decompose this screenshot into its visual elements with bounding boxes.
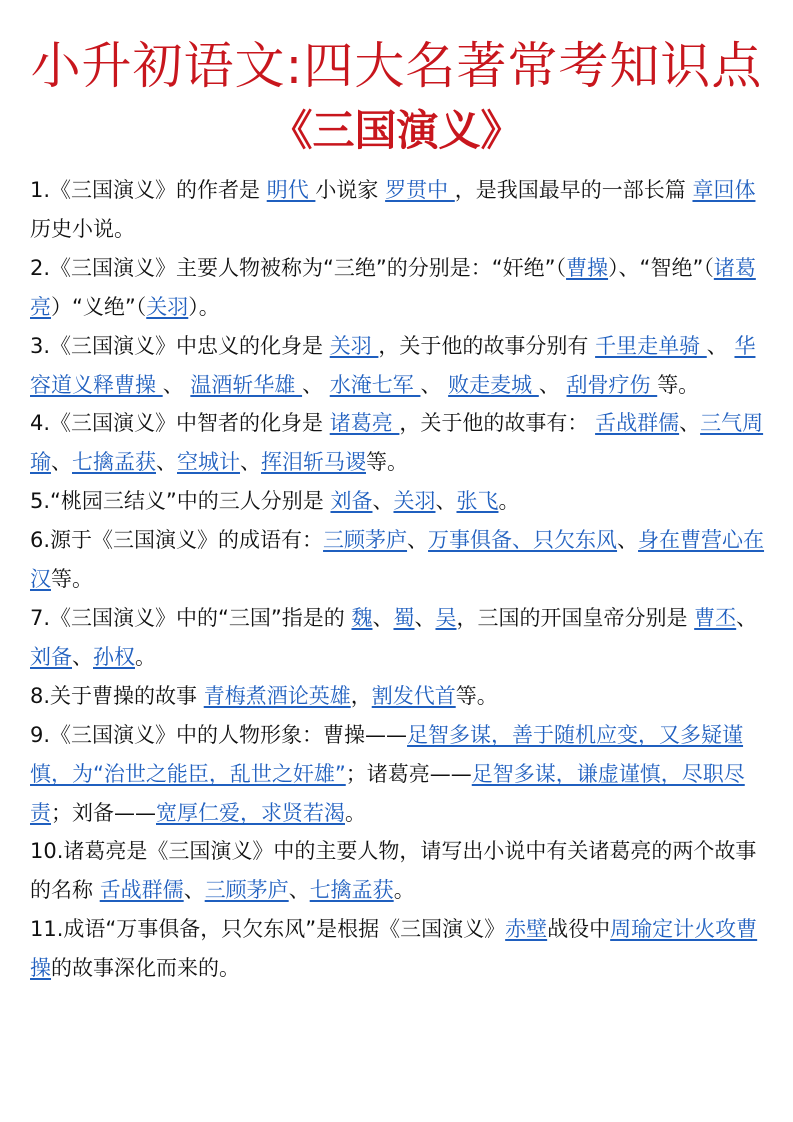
question-text: 、 — [538, 372, 567, 397]
question-text: 。 — [135, 644, 156, 669]
answer-text: 魏 — [351, 605, 373, 630]
question-item — [30, 482, 765, 521]
question-item — [30, 404, 765, 482]
question-text: 。 — [345, 800, 366, 825]
answer-text: 七擒孟获 — [309, 878, 394, 903]
question-text: ，是我国最早的一部长篇 — [454, 178, 693, 202]
answer-text: 三顾茅庐 — [323, 528, 408, 553]
answer-text: 温酒斩华雄 — [190, 372, 303, 397]
question-text: 、 — [72, 644, 93, 669]
question-item — [30, 677, 765, 716]
question-item — [30, 599, 765, 677]
question-text: 。 — [393, 878, 415, 903]
answer-text: 七擒孟获 — [72, 450, 156, 475]
answer-text: 水淹七军 — [329, 372, 421, 397]
question-text: 。 — [498, 489, 520, 514]
question-text: 3.《三国演义》中忠义的化身是 — [30, 333, 330, 358]
answer-text: 周瑜定计火攻曹操 — [30, 917, 758, 981]
question-text: ，三国的开国皇帝分别是 — [456, 605, 695, 630]
answer-text: 关羽 — [329, 333, 379, 358]
answer-text: 败走麦城 — [448, 372, 539, 397]
question-text: 、 — [706, 333, 735, 358]
answer-text: 青梅煮酒论英雄 — [203, 683, 351, 708]
answer-text: 足智多谋，谦虚谨慎，尽职尽责 — [30, 761, 745, 825]
answer-text: 割发代首 — [371, 683, 456, 708]
question-text: 的故事深化而来的。 — [51, 956, 240, 981]
question-text: 8.关于曹操的故事 — [30, 683, 204, 708]
answer-text: 吴 — [435, 605, 457, 630]
question-text: ）。 — [188, 294, 220, 319]
question-text: ）、“智绝”（ — [608, 255, 714, 280]
question-text: ；刘备—— — [51, 800, 156, 825]
answer-text: 蜀 — [393, 605, 415, 630]
answer-text: 罗贯中 — [385, 178, 455, 202]
question-text: 、 — [372, 605, 394, 630]
question-text: 等。 — [51, 567, 93, 592]
answer-text: 三顾茅庐 — [204, 878, 289, 903]
page-subtitle: 《三国演义》 — [270, 106, 523, 155]
question-text: 、 — [183, 878, 205, 903]
answer-text: 张飞 — [456, 489, 499, 514]
question-text: 、 — [420, 372, 449, 397]
question-item — [30, 910, 765, 988]
question-text: 等。 — [366, 450, 408, 475]
answer-text: 华容道义释曹操 — [30, 333, 756, 397]
answer-text: 关羽 — [146, 294, 189, 319]
answer-text: 舌战群儒 — [595, 411, 680, 436]
question-text: 、 — [162, 372, 191, 397]
question-text: 、 — [302, 372, 330, 397]
question-text: 、 — [288, 878, 310, 903]
question-text: 等。 — [455, 683, 498, 708]
question-text: 1.《三国演义》的作者是 — [30, 178, 267, 202]
question-text: 6.源于《三国演义》的成语有： — [30, 528, 324, 553]
question-text: 小说家 — [315, 178, 386, 202]
question-text: ，关于他的故事有： — [399, 411, 596, 436]
answer-text: 舌战群儒 — [99, 878, 184, 903]
question-text: 、 — [156, 450, 177, 475]
question-text: 、 — [407, 528, 429, 553]
question-item — [30, 832, 765, 910]
answer-text: 足智多谋，善于随机应变，又多疑谨慎，为“治世之能臣，乱世之奸雄” — [30, 722, 744, 786]
page-title: 小升初语文:四大名著常考知识点 — [30, 37, 763, 95]
answer-text: 关羽 — [393, 489, 436, 514]
question-text: 、 — [617, 528, 639, 553]
question-list — [30, 171, 765, 988]
question-text: 、 — [414, 605, 436, 630]
answer-text: 章回体 — [692, 178, 756, 202]
question-item — [30, 521, 765, 599]
answer-text: 诸葛亮 — [329, 411, 400, 436]
question-text: 战役中 — [547, 917, 611, 942]
answer-text: 刘备 — [30, 644, 72, 669]
question-text: ，关于他的故事分别有 — [378, 333, 596, 358]
answer-text: 曹操 — [566, 255, 609, 280]
question-text: 、 — [372, 489, 394, 514]
answer-text: 三气周瑜 — [30, 411, 764, 475]
question-item — [30, 327, 765, 405]
question-text: 4.《三国演义》中智者的化身是 — [30, 411, 330, 436]
question-text: 、 — [679, 411, 701, 436]
question-item — [30, 249, 765, 327]
answer-text: 诸葛亮 — [30, 255, 756, 319]
answer-text: 曹丕 — [694, 605, 737, 630]
question-text: 历史小说。 — [30, 216, 135, 241]
question-text: 、 — [240, 450, 261, 475]
answer-text: 身在曹营心在汉 — [30, 528, 765, 592]
question-item — [30, 716, 765, 833]
answer-text: 明代 — [266, 178, 316, 202]
question-text: 、 — [51, 450, 72, 475]
answer-text: 千里走单骑 — [595, 333, 707, 358]
answer-text: 万事俱备、只欠东风 — [428, 528, 618, 553]
answer-text: 空城计 — [177, 450, 240, 475]
answer-text: 刘备 — [330, 489, 373, 514]
question-text: ）“义绝”（ — [51, 294, 147, 319]
answer-text: 挥泪斩马谡 — [261, 450, 366, 475]
question-text: 9.《三国演义》中的人物形象：曹操—— — [30, 722, 408, 747]
answer-text: 刮骨疗伤 — [566, 372, 658, 397]
answer-text: 宽厚仁爱，求贤若渴 — [156, 800, 345, 825]
question-text: 5.“桃园三结义”中的三人分别是 — [30, 489, 331, 514]
question-text: 11.成语“万事俱备，只欠东风”是根据《三国演义》 — [30, 917, 506, 942]
question-text: 7.《三国演义》中的“三国”指是的 — [30, 605, 352, 630]
question-text: 、 — [435, 489, 457, 514]
question-text: 、 — [736, 605, 758, 630]
question-text: 2.《三国演义》主要人物被称为“三绝”的分别是：“奸绝”（ — [30, 255, 567, 280]
answer-text: 赤壁 — [505, 917, 548, 942]
question-text: 10.诸葛亮是《三国演义》中的主要人物，请写出小说中有关诸葛亮的两个故事的名称 — [30, 839, 757, 903]
question-text: 等。 — [657, 372, 700, 397]
answer-text: 孙权 — [93, 644, 135, 669]
question-item — [30, 171, 765, 249]
question-text: ， — [350, 683, 372, 708]
question-text: ；诸葛亮—— — [345, 761, 472, 786]
